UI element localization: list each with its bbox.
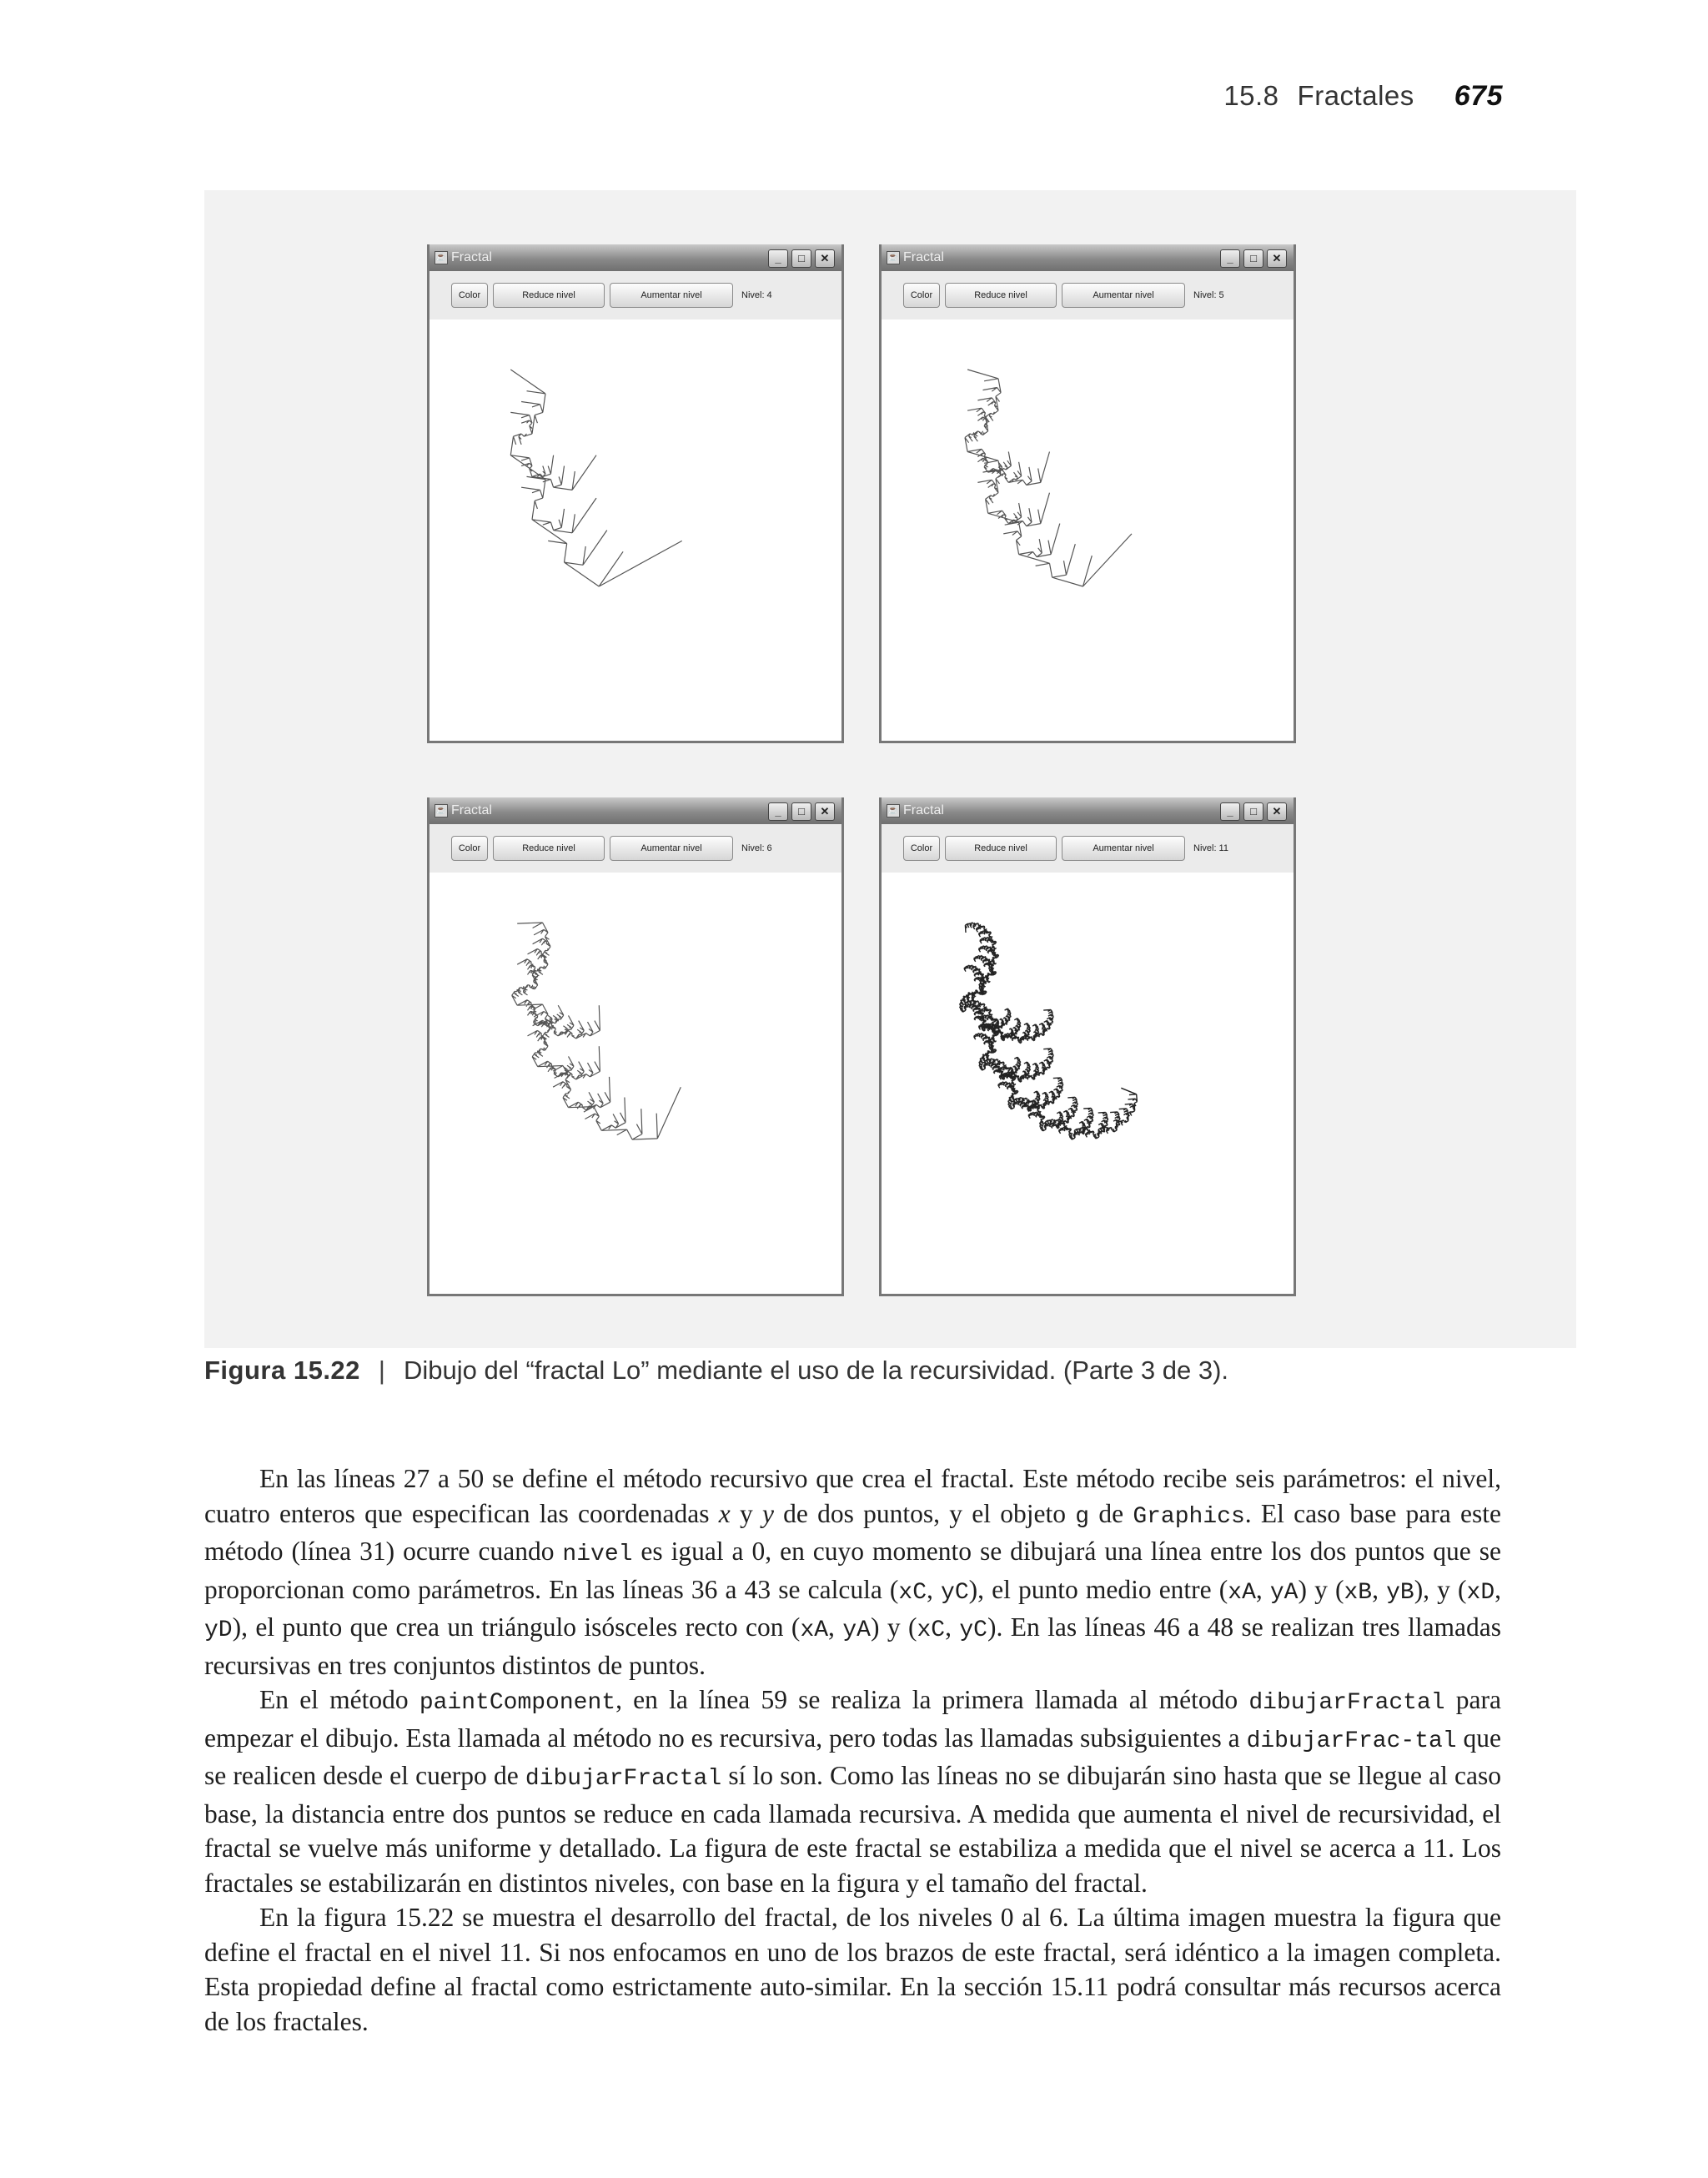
fractal-window bbox=[879, 244, 1296, 743]
reduce-level-button[interactable]: Reduce nivel bbox=[945, 836, 1057, 861]
color-button[interactable]: Color bbox=[451, 283, 488, 308]
window-title: Fractal bbox=[903, 250, 944, 264]
caption-label: Figura 15.22 bbox=[204, 1356, 360, 1385]
level-label: Nivel: 4 bbox=[741, 290, 772, 300]
maximize-icon[interactable]: □ bbox=[791, 249, 811, 268]
paragraph-2: En el método paintComponent, en la línea 59 se realiza la primera llamada al método dibujarFractal para empezar el dibujo. Esta llamada al método no es recursiva, pero todas las llamadas subsiguientes a dibujarFrac-tal que se realicen desde el cuerpo de dibujarFractal sí lo son. Como las líneas no se dibujarán sino hasta que se llegue al caso base, la distancia entre dos puntos se reduce en cada llamada recursiva. A medida que aumenta el nivel de recursividad, el fractal se vuelve más uniforme y detallado. La figura de este fractal se estabiliza a medida que el nivel se acerca a 11. Los fractales se estabilizarán en distintos niveles, con base en la figura y el tamaño del fractal. bbox=[204, 1685, 1501, 1898]
color-button[interactable]: Color bbox=[451, 836, 488, 861]
fractal-drawing bbox=[882, 319, 1294, 741]
app-icon: ☕ bbox=[435, 804, 448, 817]
window-titlebar[interactable] bbox=[430, 244, 841, 271]
minimize-icon[interactable]: _ bbox=[1220, 249, 1240, 268]
fractal-path bbox=[965, 370, 1132, 586]
close-icon[interactable]: ✕ bbox=[815, 802, 835, 821]
reduce-level-button[interactable]: Reduce nivel bbox=[945, 283, 1057, 308]
window-titlebar[interactable] bbox=[882, 244, 1294, 271]
app-icon: ☕ bbox=[887, 804, 900, 817]
fractal-toolbar bbox=[430, 824, 841, 873]
maximize-icon[interactable]: □ bbox=[1243, 802, 1263, 821]
fractal-canvas bbox=[882, 319, 1294, 741]
fractal-window bbox=[879, 797, 1296, 1296]
caption-text: Dibujo del “fractal Lo” mediante el uso de la recursividad. (Parte 3 de 3). bbox=[403, 1356, 1229, 1385]
header-title: Fractales bbox=[1297, 80, 1414, 111]
app-icon: ☕ bbox=[435, 251, 448, 264]
increase-level-button[interactable]: Aumentar nivel bbox=[1062, 283, 1185, 308]
fractal-toolbar bbox=[430, 271, 841, 319]
body-text bbox=[204, 1461, 1501, 2039]
level-label: Nivel: 11 bbox=[1193, 843, 1228, 853]
figure-caption bbox=[204, 1356, 1576, 1386]
fractal-window bbox=[427, 244, 844, 743]
close-icon[interactable]: ✕ bbox=[1267, 249, 1287, 268]
fractal-toolbar bbox=[882, 824, 1294, 873]
fractal-canvas bbox=[430, 319, 841, 741]
close-icon[interactable]: ✕ bbox=[1267, 802, 1287, 821]
reduce-level-button[interactable]: Reduce nivel bbox=[493, 283, 605, 308]
minimize-icon[interactable]: _ bbox=[768, 802, 788, 821]
color-button[interactable]: Color bbox=[903, 283, 940, 308]
fractal-window bbox=[427, 797, 844, 1296]
reduce-level-button[interactable]: Reduce nivel bbox=[493, 836, 605, 861]
maximize-icon[interactable]: □ bbox=[1243, 249, 1263, 268]
fractal-toolbar bbox=[882, 271, 1294, 319]
color-button[interactable]: Color bbox=[903, 836, 940, 861]
fractal-drawing bbox=[882, 873, 1294, 1294]
window-title: Fractal bbox=[451, 250, 492, 264]
fractal-path bbox=[960, 923, 1138, 1139]
fractal-drawing bbox=[430, 319, 841, 741]
figure-15-22 bbox=[204, 190, 1576, 1348]
fractal-canvas bbox=[430, 873, 841, 1294]
page-number: 675 bbox=[1454, 80, 1503, 112]
minimize-icon[interactable]: _ bbox=[768, 249, 788, 268]
window-title: Fractal bbox=[451, 803, 492, 817]
header-section: 15.8 bbox=[1223, 80, 1279, 111]
fractal-drawing bbox=[430, 873, 841, 1294]
fractal-canvas bbox=[882, 873, 1294, 1294]
close-icon[interactable]: ✕ bbox=[815, 249, 835, 268]
paragraph-1: En las líneas 27 a 50 se define el método recursivo que crea el fractal. Este método recibe seis parámetros: el nivel, cuatro enteros que especifican las coordenadas x y y de dos puntos, y el objeto g de Graphics. El caso base para este método (línea 31) ocurre cuando nivel es igual a 0, en cuyo momento se dibujará una línea entre los dos puntos que se proporcionan como parámetros. En las líneas 36 a 43 se calcula (xC, yC), el punto medio entre (xA, yA) y (xB, yB), y (xD, yD), el punto que crea un triángulo isósceles recto con (xA, yA) y (xC, yC). En las líneas 46 a 48 se realizan tres llamadas recursivas en tres conjuntos distintos de puntos. bbox=[204, 1464, 1502, 1680]
level-label: Nivel: 6 bbox=[741, 843, 772, 853]
minimize-icon[interactable]: _ bbox=[1220, 802, 1240, 821]
fractal-path bbox=[510, 370, 681, 586]
increase-level-button[interactable]: Aumentar nivel bbox=[610, 283, 733, 308]
running-header bbox=[1223, 80, 1503, 113]
window-titlebar[interactable] bbox=[430, 797, 841, 824]
paragraph-3: En la figura 15.22 se muestra el desarrollo del fractal, de los niveles 0 al 6. La última imagen muestra la figura que define el fractal en el nivel 11. Si nos enfocamos en uno de los brazos de este fractal, será idéntico a la imagen completa. Esta propiedad define al fractal como estrictamente auto-similar. En la sección 15.11 podrá consultar más recursos acerca de los fractales. bbox=[204, 1903, 1501, 2036]
window-titlebar[interactable] bbox=[882, 797, 1294, 824]
maximize-icon[interactable]: □ bbox=[791, 802, 811, 821]
fractal-path bbox=[512, 923, 681, 1139]
window-title: Fractal bbox=[903, 803, 944, 817]
increase-level-button[interactable]: Aumentar nivel bbox=[610, 836, 733, 861]
caption-separator: | bbox=[378, 1356, 385, 1385]
level-label: Nivel: 5 bbox=[1193, 290, 1224, 300]
increase-level-button[interactable]: Aumentar nivel bbox=[1062, 836, 1185, 861]
app-icon: ☕ bbox=[887, 251, 900, 264]
